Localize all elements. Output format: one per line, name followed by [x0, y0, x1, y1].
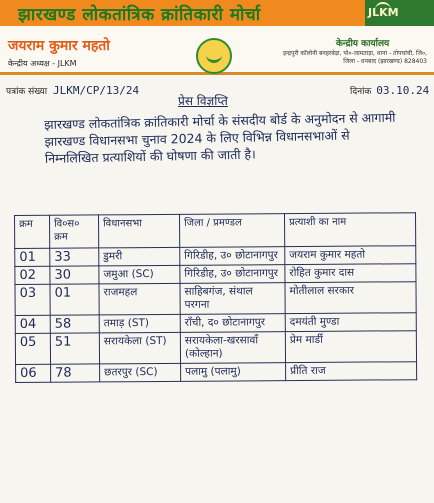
- header-assembly-number: वि०स० क्रम: [50, 215, 99, 248]
- cell-candidate: रोहित कुमार दास: [285, 264, 416, 283]
- cell-assembly: राजमहल: [99, 283, 180, 315]
- cell-assembly: सरायकेला (ST): [99, 332, 180, 364]
- cell-assembly: डुमरी: [99, 247, 180, 266]
- date-label: दिनांक: [350, 87, 372, 97]
- cell-serial: 03: [15, 284, 50, 315]
- table-header-row: [15, 213, 416, 249]
- office-address: इन्द्रपुरी कॉलोनी बनहरबेड़ा, पो०-जामताड़ा, थाना - तोपचांची, जि०, जिला - धनबाद (झारखण्ड) 828403: [283, 50, 427, 65]
- candidate-table: [14, 212, 417, 383]
- cell-candidate: दमयंती मुण्डा: [285, 313, 416, 332]
- cell-assembly: तमाड़ (ST): [99, 314, 180, 333]
- cell-assembly-number: 58: [50, 315, 99, 333]
- cell-district: साहिबगंज, संथाल परगना: [180, 283, 285, 315]
- cell-serial: 01: [15, 248, 50, 266]
- date-line: [350, 84, 429, 97]
- cell-candidate: प्रीति राज: [286, 362, 417, 381]
- cell-candidate: मोतीलाल सरकार: [285, 282, 416, 314]
- header-district: जिला / प्रमण्डल: [179, 214, 284, 248]
- cell-serial: 06: [16, 364, 51, 382]
- office-title: केन्द्रीय कार्यालय: [336, 39, 390, 49]
- org-title: झारखण्ड लोकतांत्रिक क्रांतिकारी मोर्चा: [18, 5, 261, 25]
- header-serial: क्रम: [15, 215, 50, 248]
- cell-serial: 04: [15, 315, 50, 333]
- cell-serial: 02: [15, 266, 50, 284]
- cell-assembly-number: 78: [51, 364, 100, 382]
- leader-role: केन्द्रीय अध्यक्ष - JLKM: [8, 59, 77, 68]
- cell-candidate: जयराम कुमार महतो: [285, 246, 416, 265]
- ref-number: JLKM/CP/13/24: [52, 84, 140, 97]
- cell-assembly: छतरपुर (SC): [100, 363, 181, 382]
- cell-district: सरायकेला-खरसावाँ (कोल्हान): [180, 332, 285, 364]
- table-row: [15, 331, 416, 365]
- reference-line: [6, 84, 139, 97]
- cell-district: गिरिडीह, उ० छोटानागपुर: [180, 265, 285, 284]
- cell-assembly-number: 51: [50, 333, 99, 364]
- cell-assembly-number: 01: [50, 284, 99, 315]
- party-logo-icon: [196, 38, 232, 74]
- letterhead: [0, 26, 434, 75]
- cell-assembly-number: 33: [50, 248, 99, 266]
- cell-candidate: प्रेम मार्डी: [285, 331, 416, 363]
- leader-name: जयराम कुमार महतो: [8, 38, 110, 54]
- cell-district: पलामु (पलामु): [181, 363, 286, 382]
- table-row: [16, 362, 417, 383]
- cell-assembly: जमुआ (SC): [99, 265, 180, 284]
- ref-label: पत्रांक संख्या: [6, 87, 48, 97]
- cell-serial: 05: [15, 333, 50, 364]
- header-assembly: विधानसभा: [99, 214, 180, 248]
- cell-district: गिरिडीह, उ० छोटानागपुर: [180, 247, 285, 266]
- org-banner: [0, 0, 434, 26]
- brand-label: JLKM: [368, 6, 399, 19]
- cell-assembly-number: 30: [50, 266, 99, 284]
- cell-district: राँची, द० छोटानागपुर: [180, 314, 285, 333]
- header-candidate: प्रत्याशी का नाम: [284, 213, 415, 247]
- press-release-heading: प्रेस विज्ञप्ति: [178, 94, 228, 108]
- table-row: [15, 282, 416, 316]
- date-value: 03.10.24: [376, 84, 430, 97]
- intro-paragraph: झारखण्ड लोकतांत्रिक क्रांतिकारी मोर्चा के संसदीय बोर्ड के अनुमोदन से आगामी झारखण्ड विधानसभा चुनाव 2024 के लिए विभिन्न विधानसभाओं से निम्नलिखित प्रत्याशियों की घोषणा की जाती है।: [44, 109, 396, 166]
